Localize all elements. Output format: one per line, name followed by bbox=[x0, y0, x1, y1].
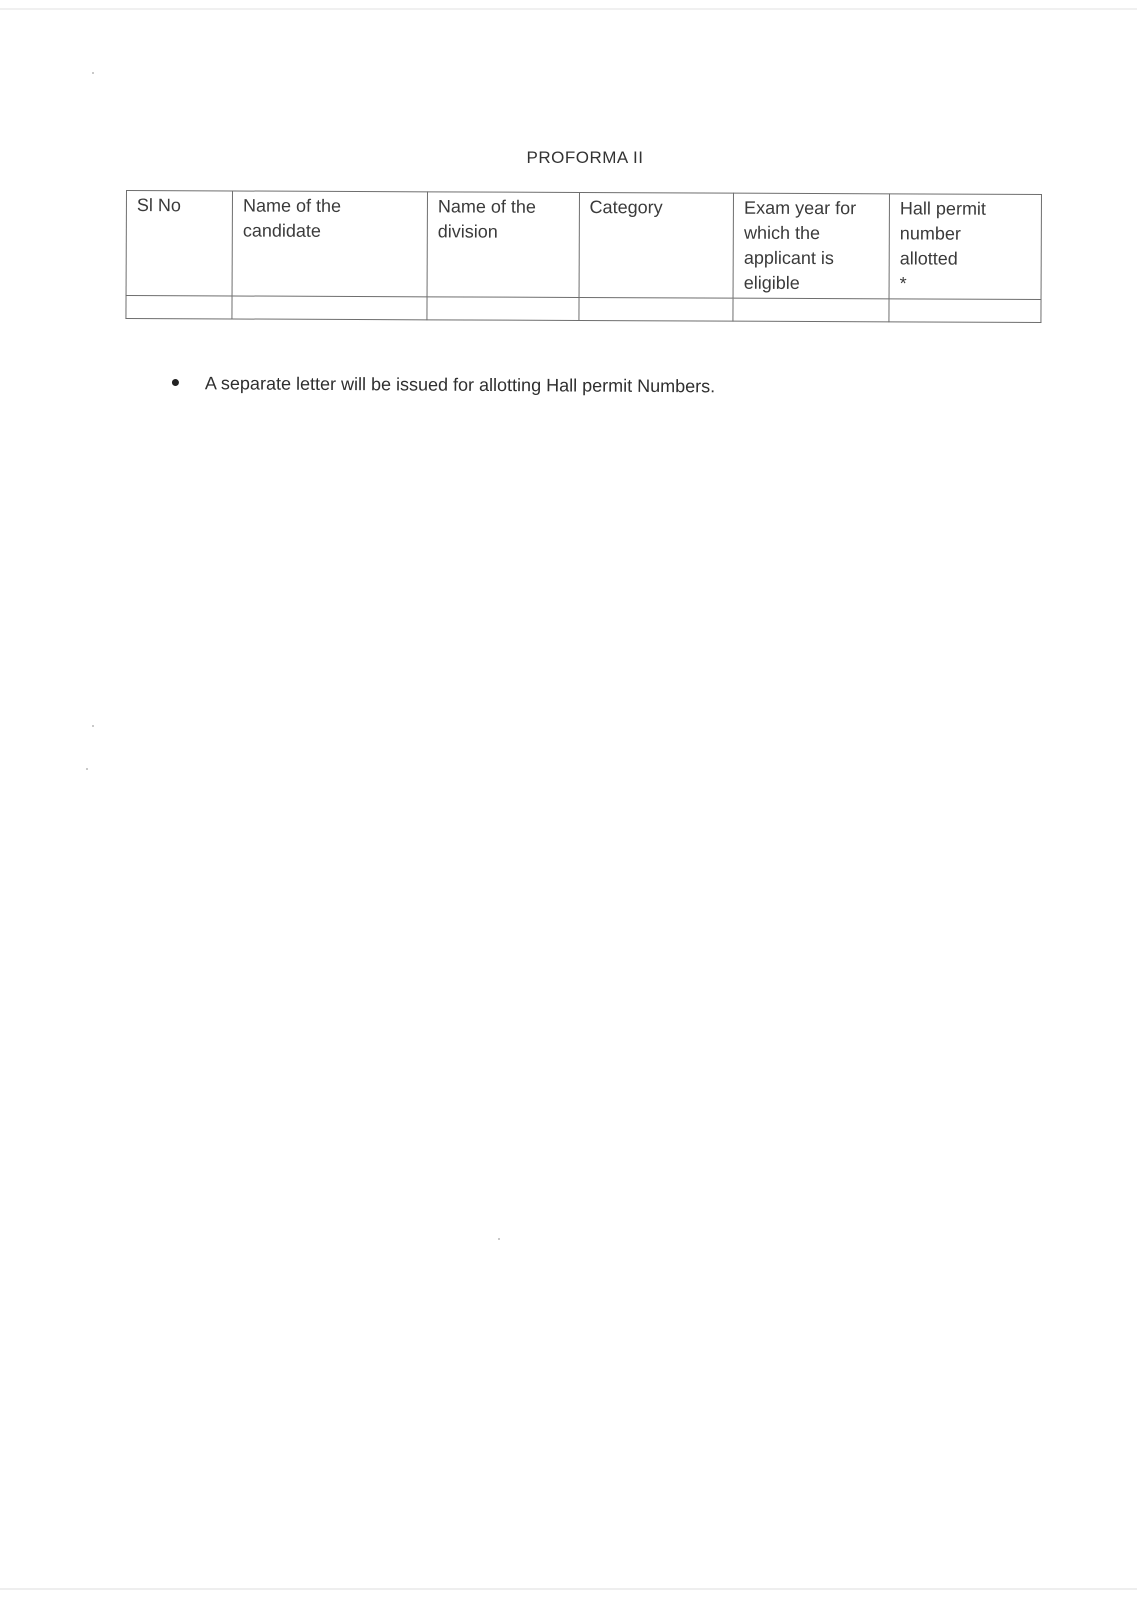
scan-speck bbox=[498, 1238, 500, 1240]
note-text: A separate letter will be issued for allotting Hall permit Numbers. bbox=[204, 373, 716, 397]
table-cell bbox=[126, 296, 232, 319]
table-header-row bbox=[126, 191, 1041, 300]
bullet-icon bbox=[172, 379, 179, 386]
list-item bbox=[170, 373, 715, 397]
column-header-exam-year: Exam year for which the applicant is eligible bbox=[733, 193, 889, 299]
notes-list bbox=[170, 373, 716, 397]
table-cell bbox=[232, 296, 427, 320]
proforma-table bbox=[125, 190, 1042, 323]
table-cell bbox=[889, 299, 1041, 323]
table-cell bbox=[579, 297, 734, 321]
scan-speck bbox=[92, 725, 94, 727]
table-row bbox=[126, 296, 1041, 323]
column-header-candidate-name: Name of the candidate bbox=[232, 191, 427, 297]
column-header-sl-no: Sl No bbox=[126, 191, 233, 296]
column-header-category: Category bbox=[579, 192, 734, 298]
column-header-hall-permit: Hall permit number allotted * bbox=[889, 194, 1041, 300]
column-header-division-name: Name of the division bbox=[427, 192, 579, 298]
table-cell bbox=[427, 297, 579, 321]
page-title: PROFORMA II bbox=[526, 148, 644, 167]
scan-speck bbox=[86, 768, 88, 770]
page-top-edge bbox=[0, 8, 1137, 10]
scan-speck bbox=[92, 72, 94, 74]
page-bottom-edge bbox=[0, 1588, 1137, 1590]
table-cell bbox=[733, 298, 889, 322]
